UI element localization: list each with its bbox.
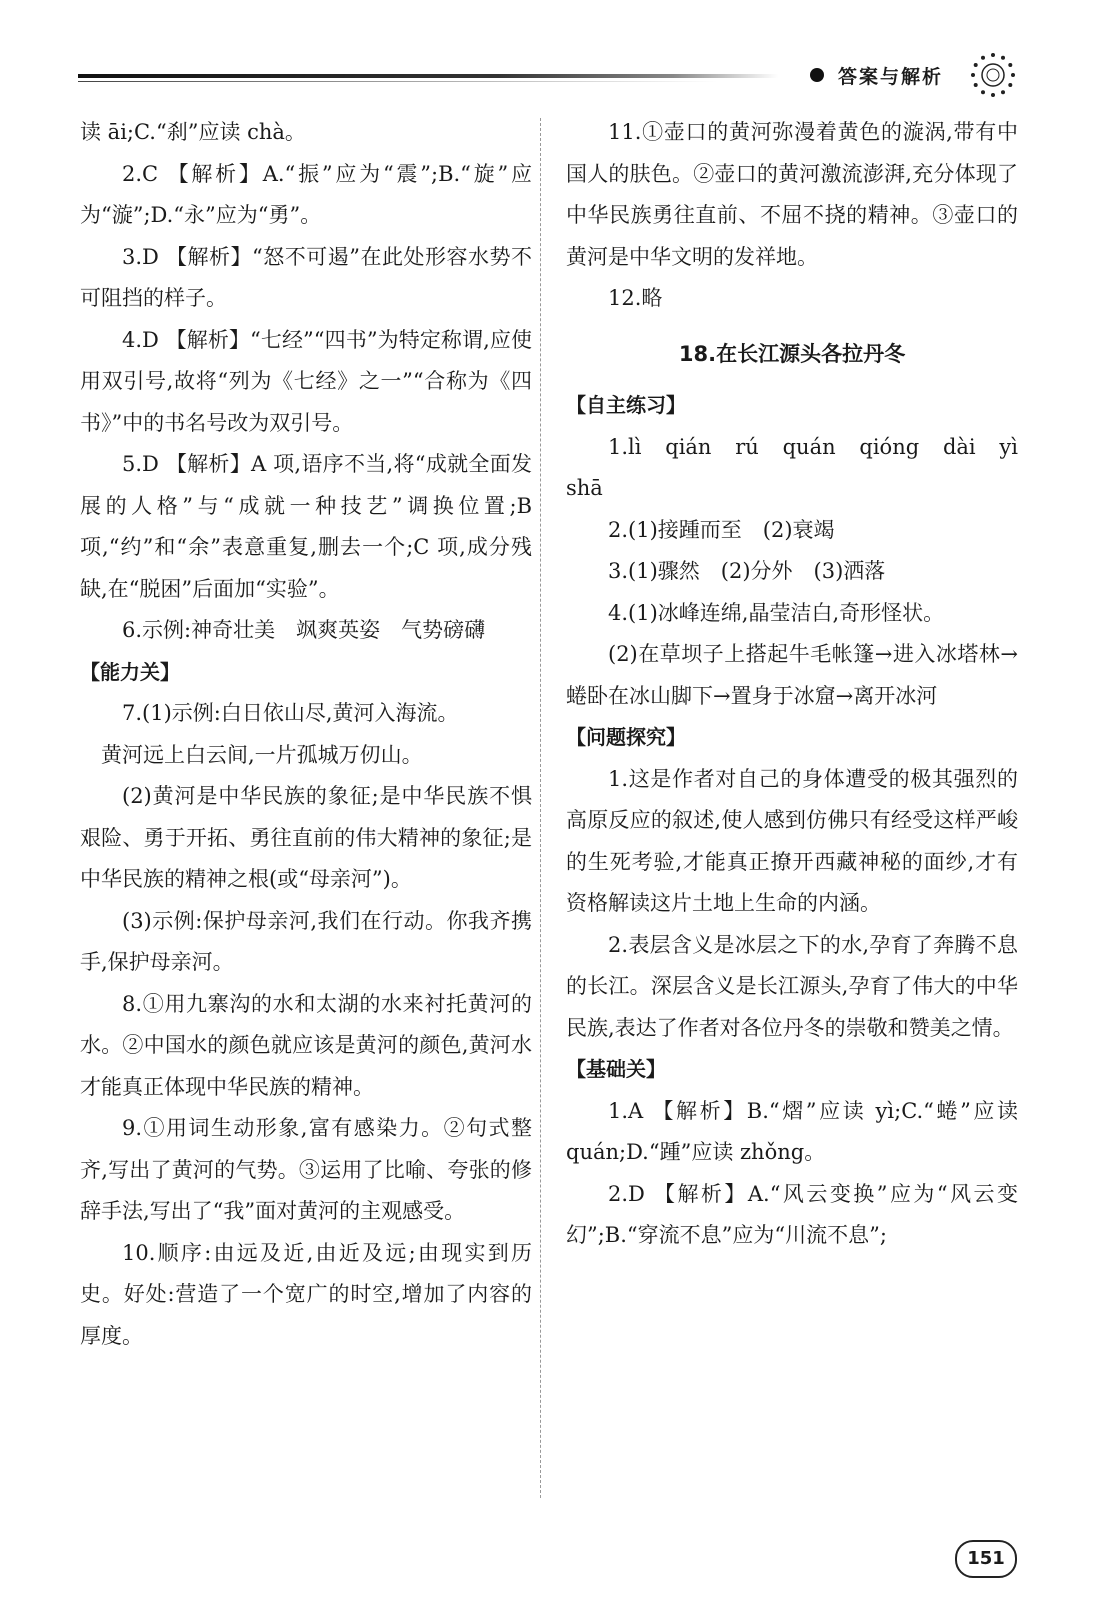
page-number-badge: [955, 1540, 1015, 1580]
answer-paragraph: (2)黄河是中华民族的象征;是中华民族不惧艰险、勇于开拓、勇往直前的伟大精神的象征;是中华民族的精神之根(或“母亲河”)。: [80, 784, 532, 891]
section-heading: 【能力关】: [80, 659, 180, 684]
header-title: 答案与解析: [838, 66, 944, 88]
answer-paragraph: 4.D 【解析】“七经”“四书”为特定称谓,应使用双引号,故将“列为《七经》之一”“合称为《四书》”中的书名号改为双引号。: [80, 327, 532, 435]
answer-paragraph: 12.略: [608, 286, 663, 310]
lesson-title: 18.在长江源头各拉丹冬: [678, 341, 906, 366]
answer-paragraph: 2.表层含义是冰层之下的水,孕育了奔腾不息的长江。深层含义是长江源头,孕育了伟大的中华民族,表达了作者对各位丹冬的崇敬和赞美之情。: [566, 932, 1018, 1040]
answer-paragraph: 2.(1)接踵而至 (2)衰竭: [608, 517, 835, 542]
answer-paragraph: 3.D 【解析】“怒不可遏”在此处形容水势不可阻挡的样子。: [80, 244, 532, 310]
page-header: [78, 62, 1038, 102]
header-rule-thin: [78, 81, 718, 82]
section-heading: 【自主练习】: [566, 393, 686, 417]
column-divider: [540, 118, 541, 1498]
answer-paragraph: 2.D 【解析】A.“风云变换”应为“风云变幻”;B.“穿流不息”应为“川流不息”;: [566, 1181, 1018, 1247]
header-rule: [78, 74, 778, 78]
section-heading: 【基础关】: [566, 1057, 666, 1081]
answer-paragraph: 1.lì qián rú quán qióng dài yì shā: [566, 434, 1039, 500]
bullet-dot-icon: [810, 68, 824, 82]
answer-paragraph: (3)示例:保护母亲河,我们在行动。你我齐携手,保护母亲河。: [80, 908, 532, 974]
sun-ornament-icon: [968, 50, 1018, 100]
answer-paragraph: 读 āi;C.“刹”应读 chà。: [80, 120, 306, 144]
answer-paragraph: (2)在草坝子上搭起牛毛帐篷→进入冰塔林→蜷卧在冰山脚下→置身于冰窟→离开冰河: [566, 642, 1018, 708]
section-heading: 【问题探究】: [566, 725, 686, 749]
answer-paragraph: 1.A 【解析】B.“熠”应读 yì;C.“蜷”应读 quán;D.“踵”应读 zhǒng。: [566, 1098, 1018, 1164]
answer-paragraph: 8.①用九寨沟的水和太湖的水来衬托黄河的水。②中国水的颜色就应该是黄河的颜色,黄河水才能真正体现中华民族的精神。: [80, 991, 532, 1099]
answer-paragraph: 9.①用词生动形象,富有感染力。②句式整齐,写出了黄河的气势。③运用了比喻、夸张的修辞手法,写出了“我”面对黄河的主观感受。: [80, 1116, 532, 1223]
right-column: [566, 112, 1039, 1257]
answer-paragraph: 6.示例:神奇壮美 飒爽英姿 气势磅礴: [122, 618, 486, 642]
answer-paragraph: 3.(1)骤然 (2)分外 (3)洒落: [608, 559, 886, 583]
answer-paragraph: 2.C 【解析】A.“振”应为“震”;B.“旋”应为“漩”;D.“永”应为“勇”。: [80, 161, 532, 227]
answer-paragraph: 5.D 【解析】A 项,语序不当,将“成就全面发展的人格”与“成就一种技艺”调换位置;B 项,“约”和“余”表意重复,删去一个;C 项,成分残缺,在“脱困”后面加“实验”。: [80, 452, 532, 601]
answer-paragraph: 4.(1)冰峰连绵,晶莹洁白,奇形怪状。: [608, 600, 945, 625]
answer-paragraph: 7.(1)示例:白日依山尽,黄河入海流。: [122, 701, 459, 725]
answer-paragraph: 11.①壶口的黄河弥漫着黄色的漩涡,带有中国人的肤色。②壶口的黄河激流澎湃,充分体现了中华民族勇往直前、不屈不挠的精神。③壶口的黄河是中华文明的发祥地。: [566, 120, 1018, 269]
answer-paragraph: 1.这是作者对自己的身体遭受的极其强烈的高原反应的叙述,使人感到仿佛只有经受这样严峻的生死考验,才能真正撩开西藏神秘的面纱,才有资格解读这片土地上生命的内涵。: [566, 766, 1018, 915]
page-number: 151: [955, 1540, 1017, 1578]
answer-paragraph: 黄河远上白云间,一片孤城万仞山。: [101, 742, 423, 767]
answer-paragraph: 10.顺序:由远及近,由近及远;由现实到历史。好处:营造了一个宽广的时空,增加了内容的厚度。: [80, 1240, 532, 1348]
left-column: [80, 112, 532, 1357]
